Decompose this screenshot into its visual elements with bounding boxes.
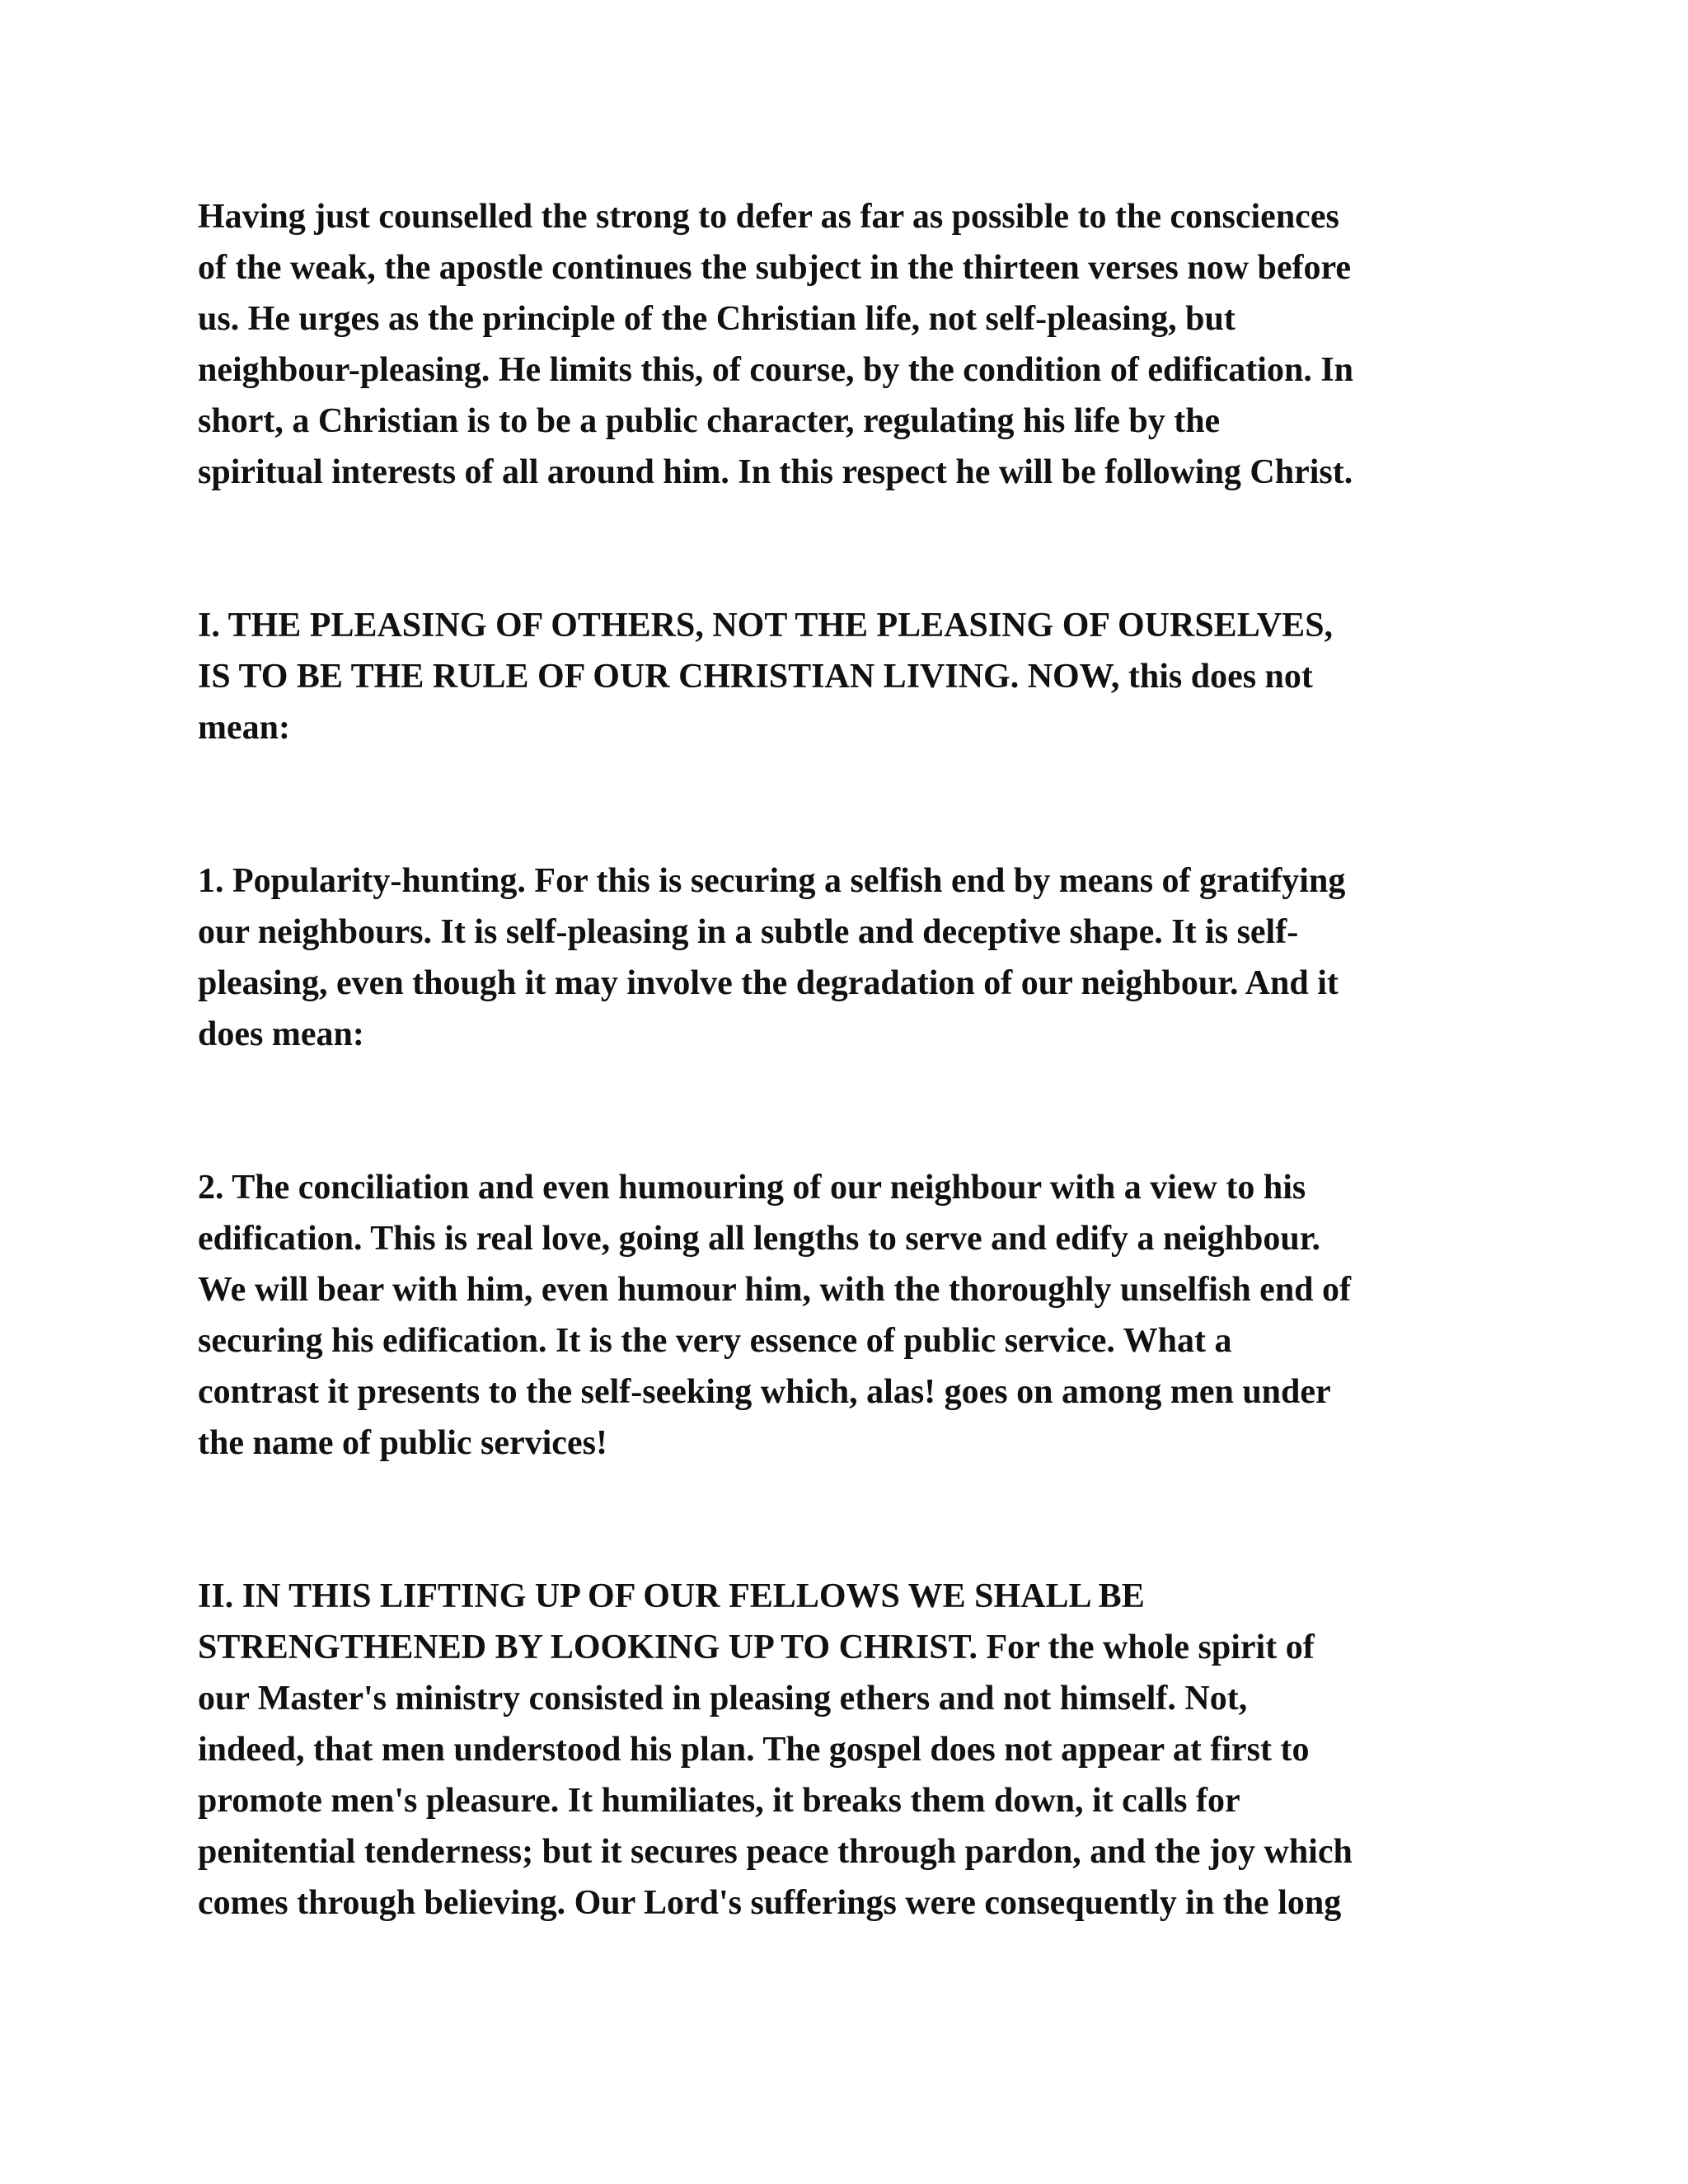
- intro-paragraph: [198, 191, 1500, 498]
- document-page: [198, 191, 1500, 1929]
- text-line: IS TO BE THE RULE OF OUR CHRISTIAN LIVING. NOW, this does not: [198, 658, 1313, 696]
- text-line: short, a Christian is to be a public character, regulating his life by the: [198, 402, 1221, 440]
- text-line: our Master's ministry consisted in pleasing ethers and not himself. Not,: [198, 1680, 1248, 1718]
- text-line: We will bear with him, even humour him, with the thoroughly unselfish end of: [198, 1271, 1352, 1309]
- point-1-paragraph: [198, 855, 1500, 1060]
- text-line: 2. The conciliation and even humouring of our neighbour with a view to his: [198, 1169, 1306, 1207]
- text-line: of the weak, the apostle continues the subject in the thirteen verses now before: [198, 249, 1352, 287]
- text-line: indeed, that men understood his plan. The gospel does not appear at first to: [198, 1731, 1310, 1769]
- text-line: neighbour-pleasing. He limits this, of course, by the condition of edification. In: [198, 351, 1354, 389]
- section-heading-2-paragraph: [198, 1571, 1500, 1929]
- text-line: promote men's pleasure. It humiliates, it breaks them down, it calls for: [198, 1782, 1240, 1820]
- text-line: Having just counselled the strong to defer as far as possible to the consciences: [198, 198, 1339, 236]
- text-line: I. THE PLEASING OF OTHERS, NOT THE PLEASING OF OURSELVES,: [198, 607, 1334, 644]
- text-line: pleasing, even though it may involve the degradation of our neighbour. And it: [198, 964, 1339, 1002]
- text-line: comes through believing. Our Lord's sufferings were consequently in the long: [198, 1884, 1342, 1922]
- text-line: penitential tenderness; but it secures peace through pardon, and the joy which: [198, 1833, 1353, 1871]
- paragraph-spacer: [198, 1060, 1500, 1162]
- text-line: 1. Popularity-hunting. For this is securing a selfish end by means of gratifying: [198, 862, 1346, 900]
- text-line: mean:: [198, 709, 290, 747]
- text-line: securing his edification. It is the very essence of public service. What a: [198, 1322, 1232, 1360]
- paragraph-spacer: [198, 1469, 1500, 1571]
- paragraph-spacer: [198, 753, 1500, 855]
- text-line: us. He urges as the principle of the Christian life, not self-pleasing, but: [198, 300, 1236, 338]
- point-2-paragraph: [198, 1162, 1500, 1469]
- text-line: spiritual interests of all around him. In this respect he will be following Christ.: [198, 453, 1353, 491]
- text-line: contrast it presents to the self-seeking which, alas! goes on among men under: [198, 1373, 1331, 1411]
- text-line: edification. This is real love, going all lengths to serve and edify a neighbour.: [198, 1220, 1321, 1258]
- text-line: does mean:: [198, 1015, 364, 1053]
- paragraph-spacer: [198, 498, 1500, 600]
- text-line: our neighbours. It is self-pleasing in a subtle and deceptive shape. It is self-: [198, 913, 1299, 951]
- section-heading-1: [198, 600, 1500, 753]
- text-line: II. IN THIS LIFTING UP OF OUR FELLOWS WE SHALL BE: [198, 1577, 1145, 1615]
- text-line: STRENGTHENED BY LOOKING UP TO CHRIST. For the whole spirit of: [198, 1629, 1315, 1666]
- text-line: the name of public services!: [198, 1424, 607, 1462]
